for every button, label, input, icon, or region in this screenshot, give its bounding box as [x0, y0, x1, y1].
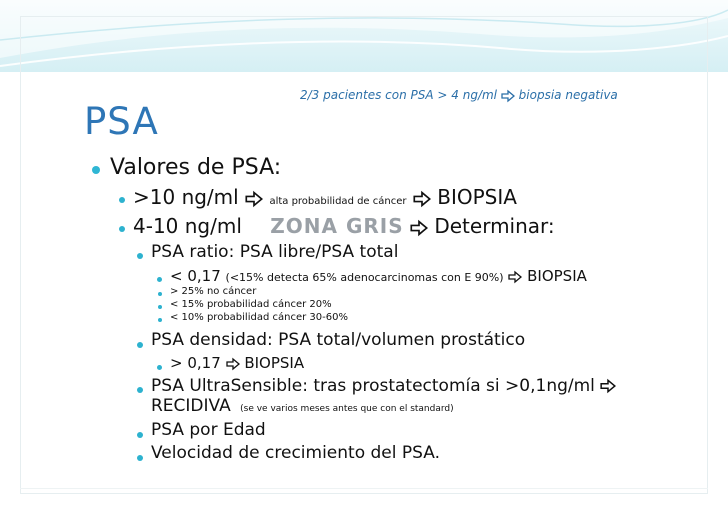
bullet-icon: [158, 318, 162, 322]
bullet-icon: [157, 277, 162, 282]
bullet-valores: Valores de PSA:: [110, 155, 282, 180]
footer-divider: [20, 488, 708, 489]
bullet-psa-densidad: PSA densidad: PSA total/volumen prostático: [151, 330, 526, 350]
bullet-mayor-10-note: alta probabilidad de cáncer: [269, 196, 407, 207]
bullet-ratio-25: > 25% no cáncer: [170, 286, 257, 297]
bullet-ratio-15: < 15% probabilidad cáncer 20%: [170, 299, 332, 310]
bullet-icon: [137, 432, 143, 438]
bullet-icon: [137, 253, 143, 259]
bullet-velocidad: Velocidad de crecimiento del PSA.: [151, 443, 440, 463]
bullet-psa-ratio: PSA ratio: PSA libre/PSA total: [151, 242, 399, 262]
bullet-icon: [119, 197, 125, 203]
recidiva-note: (se ve varios meses antes que con el standard): [240, 404, 454, 414]
bullet-icon: [158, 292, 162, 296]
slide-title: PSA: [84, 100, 159, 143]
bullet-4-10-value: 4-10 ng/ml: [133, 214, 242, 238]
bullet-icon: [137, 455, 143, 461]
arrow-icon: [600, 378, 616, 394]
arrow-icon: [413, 190, 431, 208]
bullet-icon: [137, 387, 143, 393]
bullet-psa-edad: PSA por Edad: [151, 420, 266, 440]
header-note-text: 2/3 pacientes con PSA > 4 ng/ml: [300, 88, 498, 102]
bullet-ratio-10: < 10% probabilidad cáncer 30-60%: [170, 312, 348, 323]
bullet-4-10-action: Determinar:: [434, 214, 555, 238]
zona-gris-label: ZONA GRIS: [270, 214, 404, 238]
arrow-icon: [245, 190, 263, 208]
bullet-icon: [137, 342, 143, 348]
arrow-icon: [508, 270, 522, 284]
bullet-ratio-017-value: < 0,17: [170, 267, 221, 285]
bullet-ratio-017-action: BIOPSIA: [527, 267, 587, 285]
arrow-icon: [410, 219, 428, 237]
header-note: [300, 88, 618, 103]
bullet-densidad-017: [170, 354, 304, 372]
bullet-psa-ultrasensible: [151, 376, 616, 396]
bullet-icon: [157, 365, 162, 370]
bullet-4-10: [133, 214, 555, 238]
bullet-icon: [158, 305, 162, 309]
bullet-ultrasensible-recidiva: [151, 396, 454, 416]
bullet-ratio-017: [170, 267, 587, 285]
bullet-icon: [92, 166, 100, 174]
bullet-densidad-017-value: > 0,17: [170, 354, 221, 372]
arrow-icon: [501, 89, 515, 103]
header-note-tail: biopsia negativa: [518, 88, 618, 102]
bullet-mayor-10-action: BIOPSIA: [437, 185, 517, 209]
bullet-mayor-10: [133, 185, 517, 209]
bullet-ratio-017-note: (<15% detecta 65% adenocarcinomas con E 90%): [225, 271, 504, 284]
bullet-mayor-10-value: >10 ng/ml: [133, 185, 239, 209]
bullet-icon: [119, 226, 125, 232]
arrow-icon: [226, 357, 240, 371]
bullet-densidad-017-action: BIOPSIA: [244, 354, 305, 372]
bullet-ultrasensible-text: PSA UltraSensible: tras prostatectomía si >0,1ng/ml: [151, 376, 595, 396]
recidiva-label: RECIDIVA: [151, 396, 231, 416]
